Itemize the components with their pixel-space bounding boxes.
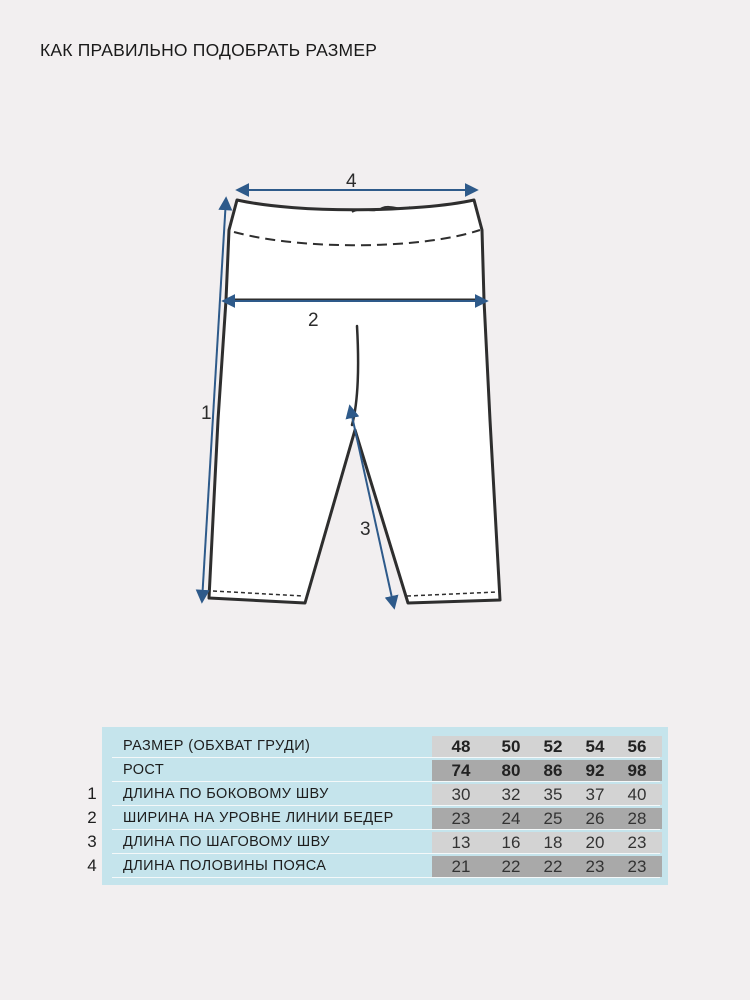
value-cell: 54 — [585, 737, 605, 756]
row-divider — [112, 877, 660, 878]
value-cell: 48 — [451, 737, 471, 756]
row-number: 2 — [87, 808, 97, 827]
row-values — [432, 832, 662, 853]
value-cell: 22 — [501, 857, 521, 876]
value-cell: 23 — [627, 833, 647, 852]
value-cell: 30 — [451, 785, 471, 804]
row-values — [432, 808, 662, 829]
value-cell: 16 — [501, 833, 521, 852]
value-cell: 35 — [543, 785, 563, 804]
row-values — [432, 760, 662, 781]
pants-outline — [209, 200, 500, 603]
measure-label-4: 4 — [346, 171, 357, 192]
row-label: РАЗМЕР (ОБХВАТ ГРУДИ) — [123, 738, 311, 754]
value-cell: 18 — [543, 833, 563, 852]
table-row — [102, 782, 668, 806]
measure-label-3: 3 — [360, 519, 371, 540]
value-cell: 24 — [501, 809, 521, 828]
value-cell: 25 — [543, 809, 563, 828]
measure-label-2: 2 — [308, 310, 319, 331]
value-cell: 20 — [585, 833, 605, 852]
row-values — [432, 856, 662, 877]
value-cell: 37 — [585, 785, 605, 804]
page-title: КАК ПРАВИЛЬНО ПОДОБРАТЬ РАЗМЕР — [40, 40, 378, 60]
table-row — [102, 734, 668, 758]
measure-label-1: 1 — [201, 403, 212, 424]
value-cell: 56 — [627, 737, 647, 756]
value-cell: 26 — [585, 809, 605, 828]
table-row — [102, 806, 668, 830]
row-number: 3 — [87, 832, 97, 851]
value-cell: 23 — [585, 857, 605, 876]
value-cell: 28 — [627, 809, 647, 828]
table-row — [102, 758, 668, 782]
value-cell: 40 — [627, 785, 647, 804]
value-cell: 92 — [585, 761, 605, 780]
row-label: ДЛИНА ПО ШАГОВОМУ ШВУ — [123, 834, 330, 850]
size-table — [102, 727, 668, 885]
value-cell: 98 — [627, 761, 647, 780]
row-number: 4 — [87, 856, 97, 875]
value-cell: 13 — [451, 833, 471, 852]
row-label: ДЛИНА ПО БОКОВОМУ ШВУ — [123, 786, 329, 802]
value-cell: 74 — [451, 761, 471, 780]
value-cell: 23 — [627, 857, 647, 876]
value-cell: 80 — [501, 761, 521, 780]
table-row — [102, 830, 668, 854]
row-label: РОСТ — [123, 762, 165, 778]
table-row — [102, 854, 668, 878]
row-number: 1 — [87, 784, 97, 803]
value-cell: 21 — [451, 857, 471, 876]
value-cell: 23 — [451, 809, 471, 828]
value-cell: 52 — [543, 737, 563, 756]
value-cell: 50 — [501, 737, 521, 756]
value-cell: 22 — [543, 857, 563, 876]
row-values — [432, 736, 662, 757]
row-label: ШИРИНА НА УРОВНЕ ЛИНИИ БЕДЕР — [123, 810, 394, 826]
row-label: ДЛИНА ПОЛОВИНЫ ПОЯСА — [123, 858, 327, 874]
value-cell: 32 — [501, 785, 521, 804]
value-cell: 86 — [543, 761, 563, 780]
row-values — [432, 784, 662, 805]
